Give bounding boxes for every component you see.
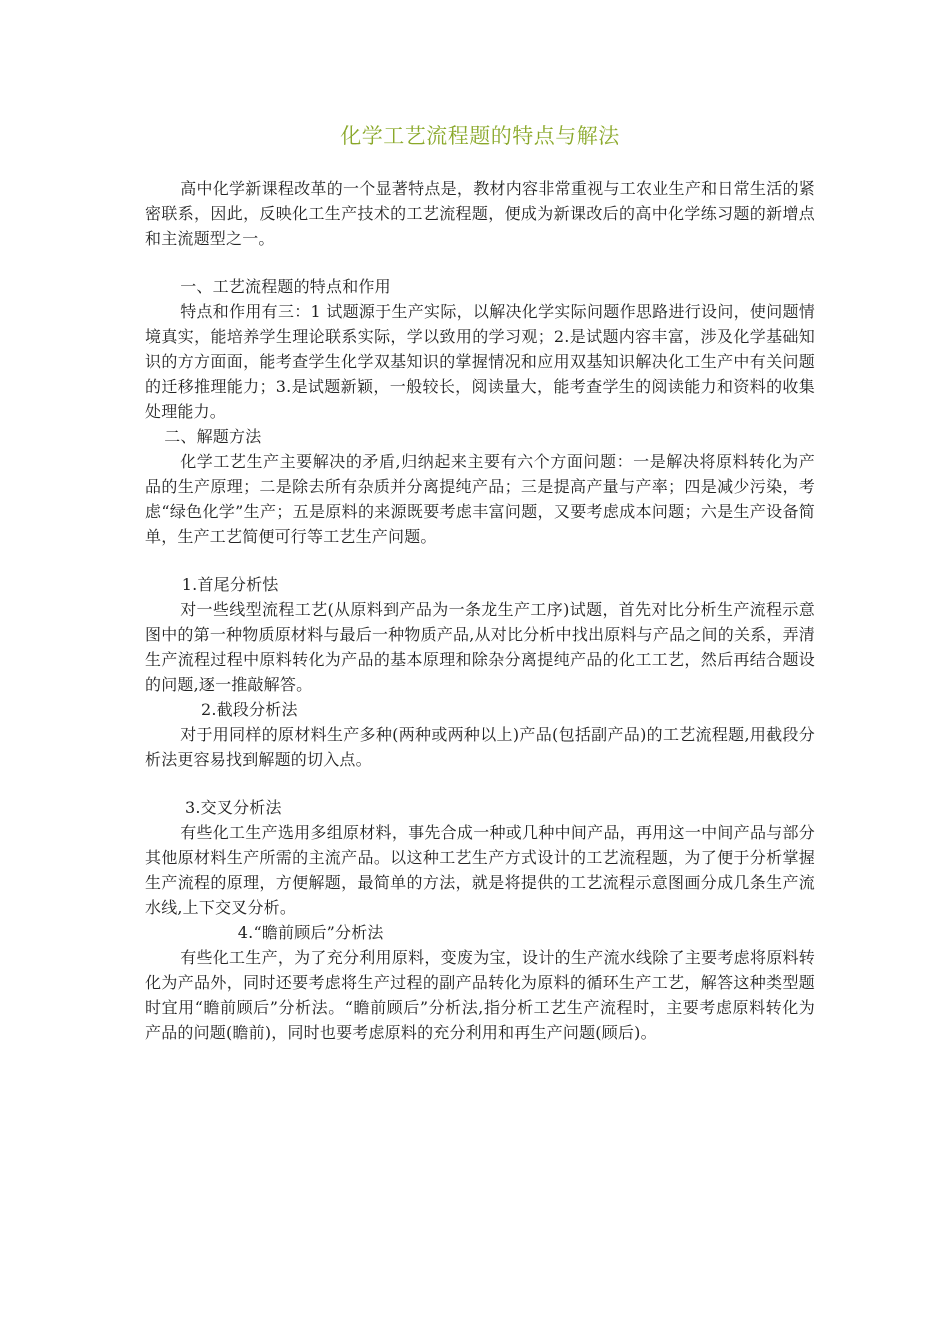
- method4-body: 有些化工生产，为了充分利用原料，变废为宝，设计的生产流水线除了主要考虑将原料转化为产品外，同时还要考虑将生产过程的副产品转化为原料的循环生产工艺，解答这种类型题时宜用“瞻前顾后”分析法。“瞻前顾后”分析法,指分析工艺生产流程时，主要考虑原料转化为产品的问题(瞻前)，同时也要考虑原料的充分利用和再生产问题(顾后)。: [145, 948, 815, 1042]
- intro-paragraph: 高中化学新课程改革的一个显著特点是，教材内容非常重视与工农业生产和日常生活的紧密联系，因此，反映化工生产技术的工艺流程题，便成为新课改后的高中化学练习题的新增点和主流题型之一。: [145, 179, 815, 248]
- method2-heading: 2.截段分析法: [201, 700, 298, 719]
- method3-body: 有些化工生产选用多组原材料，事先合成一种或几种中间产品，再用这一中间产品与部分其他原材料生产所需的主流产品。以这种工艺生产方式设计的工艺流程题，为了便于分析掌握生产流程的原理，方便解题，最简单的方法，就是将提供的工艺流程示意图画分成几条生产流水线,上下交叉分析。: [145, 823, 815, 917]
- spacer: [145, 772, 815, 795]
- method1-heading: 1.首尾分析怯: [181, 575, 279, 594]
- method2-body: 对于用同样的原材料生产多种(两种或两种以上)产品(包括副产品)的工艺流程题,用截段分析法更容易找到解题的切入点。: [145, 725, 815, 769]
- section2-body: 化学工艺生产主要解决的矛盾,归纳起来主要有六个方面问题：一是解决将原料转化为产品的生产原理；二是除去所有杂质并分离提纯产品；三是提高产量与产率；四是减少污染，考虑“绿色化学”生产；五是原料的来源既要考虑丰富问题，又要考虑成本问题；六是生产设备简单，生产工艺简便可行等工艺生产问题。: [145, 452, 815, 546]
- document-page: [145, 120, 815, 1045]
- method1-body: 对一些线型流程工艺(从原料到产品为一条龙生产工序)试题，首先对比分析生产流程示意图中的第一种物质原材料与最后一种物质产品,从对比分析中找出原料与产品之间的关系，弄清生产流程过程中原料转化为产品的基本原理和除杂分离提纯产品的化工工艺，然后再结合题设的问题,逐一推敲解答。: [145, 600, 815, 694]
- section1-heading: 一、工艺流程题的特点和作用: [180, 277, 391, 296]
- document-title: 化学工艺流程题的特点与解法: [340, 124, 620, 148]
- spacer: [145, 549, 815, 572]
- method3-heading: 3.交叉分析法: [185, 798, 282, 817]
- section2-heading: 二、解题方法: [164, 427, 262, 446]
- section1-body: 特点和作用有三：1 试题源于生产实际，以解决化学实际问题作思路进行设问，使问题情境真实，能培养学生理论联系实际，学以致用的学习观；2.是试题内容丰富，涉及化学基础知识的方方面面，能考查学生化学双基知识的掌握情况和应用双基知识解决化工生产中有关问题的迁移推理能力；3.是试题新颖，一般较长，阅读量大，能考查学生的阅读能力和资料的收集处理能力。: [145, 302, 815, 421]
- method4-heading: 4.“瞻前顾后”分析法: [237, 923, 384, 942]
- spacer: [145, 251, 815, 274]
